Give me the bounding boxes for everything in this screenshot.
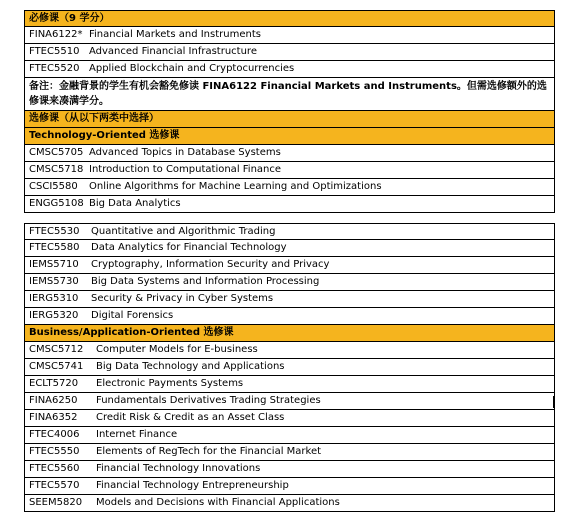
course-row	[25, 495, 554, 512]
course-code: FTEC5560	[29, 463, 80, 474]
course-row	[25, 196, 554, 213]
margin-mark	[553, 396, 554, 408]
course-name: Advanced Topics in Database Systems	[89, 147, 281, 158]
course-code: FTEC5520	[29, 63, 80, 74]
course-row	[25, 308, 554, 325]
required-note: 备注：金融背景的学生有机会豁免修读 FINA6122 Financial Markets and Instruments。但需选修额外的选修课来凑满学分。	[25, 78, 554, 111]
course-name: Cryptography, Information Security and Privacy	[91, 259, 330, 270]
course-row	[25, 27, 554, 44]
course-code: IERG5310	[29, 293, 79, 304]
course-name: Online Algorithms for Machine Learning and Optimizations	[89, 181, 382, 192]
course-code: ENGG5108	[29, 198, 84, 209]
tech-course-list-b	[25, 223, 554, 325]
course-name: Quantitative and Algorithmic Trading	[91, 225, 276, 237]
course-code: FTEC5530	[29, 225, 80, 237]
course-code: FINA6250	[29, 395, 78, 406]
course-name: Data Analytics for Financial Technology	[91, 242, 287, 253]
business-oriented-header-label: Business/Application-Oriented 选修课	[29, 327, 234, 338]
course-row	[25, 342, 554, 359]
course-table-lower	[24, 223, 555, 512]
course-code: FTEC5510	[29, 46, 80, 57]
course-name: Electronic Payments Systems	[96, 378, 244, 389]
course-row	[25, 274, 554, 291]
electives-header	[25, 111, 554, 128]
business-oriented-header	[25, 325, 554, 342]
course-code: FINA6122*	[29, 29, 83, 40]
course-row	[25, 376, 554, 393]
course-name: Big Data Technology and Applications	[96, 361, 285, 372]
course-name: Security & Privacy in Cyber Systems	[91, 293, 274, 304]
course-code: CMSC5712	[29, 344, 84, 355]
course-row	[25, 179, 554, 196]
course-row	[25, 291, 554, 308]
course-row	[25, 410, 554, 427]
tech-oriented-header-label: Technology-Oriented 选修课	[29, 130, 180, 141]
course-code: CMSC5718	[29, 164, 84, 175]
course-name: Introduction to Computational Finance	[89, 164, 282, 175]
course-row	[25, 478, 554, 495]
course-name: Financial Technology Entrepreneurship	[96, 480, 289, 491]
course-name: Credit Risk & Credit as an Asset Class	[96, 412, 285, 423]
tech-course-list-a	[25, 145, 554, 213]
course-row	[25, 393, 554, 410]
electives-header-label: 选修课（从以下两类中选择）	[29, 113, 159, 124]
course-code: ECLT5720	[29, 378, 79, 389]
course-code: FTEC5580	[29, 242, 80, 253]
course-name: Financial Technology Innovations	[96, 463, 261, 474]
course-name: Advanced Financial Infrastructure	[89, 46, 257, 57]
course-name: Elements of RegTech for the Financial Market	[96, 446, 322, 457]
course-name: Big Data Systems and Information Processing	[91, 276, 320, 287]
required-header	[25, 10, 554, 27]
course-code: SEEM5820	[29, 497, 83, 508]
course-row	[25, 444, 554, 461]
course-name: Fundamentals Derivatives Trading Strategies	[96, 395, 321, 406]
course-name: Internet Finance	[96, 429, 178, 440]
required-course-list	[25, 27, 554, 78]
course-code: IERG5320	[29, 310, 79, 321]
course-row	[25, 145, 554, 162]
business-course-list	[25, 342, 554, 512]
course-name: Applied Blockchain and Cryptocurrencies	[89, 63, 295, 74]
course-row	[25, 44, 554, 61]
course-row	[25, 61, 554, 78]
course-name: Digital Forensics	[91, 310, 174, 321]
course-name: Models and Decisions with Financial Applications	[96, 497, 340, 508]
course-row	[25, 461, 554, 478]
course-code: FTEC4006	[29, 429, 80, 440]
course-code: CMSC5705	[29, 147, 84, 158]
course-code: IEMS5710	[29, 259, 79, 270]
course-name: Big Data Analytics	[89, 198, 181, 209]
course-row	[25, 427, 554, 444]
required-header-label: 必修课（9 学分）	[29, 12, 110, 24]
course-code: CSCI5580	[29, 181, 78, 192]
course-code: FINA6352	[29, 412, 78, 423]
course-code: FTEC5570	[29, 480, 80, 491]
course-row	[25, 257, 554, 274]
course-name: Financial Markets and Instruments	[89, 29, 261, 40]
course-row	[25, 162, 554, 179]
tech-oriented-header	[25, 128, 554, 145]
course-code: IEMS5730	[29, 276, 79, 287]
course-code: CMSC5741	[29, 361, 84, 372]
course-table-upper	[24, 10, 555, 213]
course-name: Computer Models for E-business	[96, 344, 258, 355]
course-code: FTEC5550	[29, 446, 80, 457]
course-row	[25, 359, 554, 376]
course-row	[25, 240, 554, 257]
course-row	[25, 223, 554, 240]
